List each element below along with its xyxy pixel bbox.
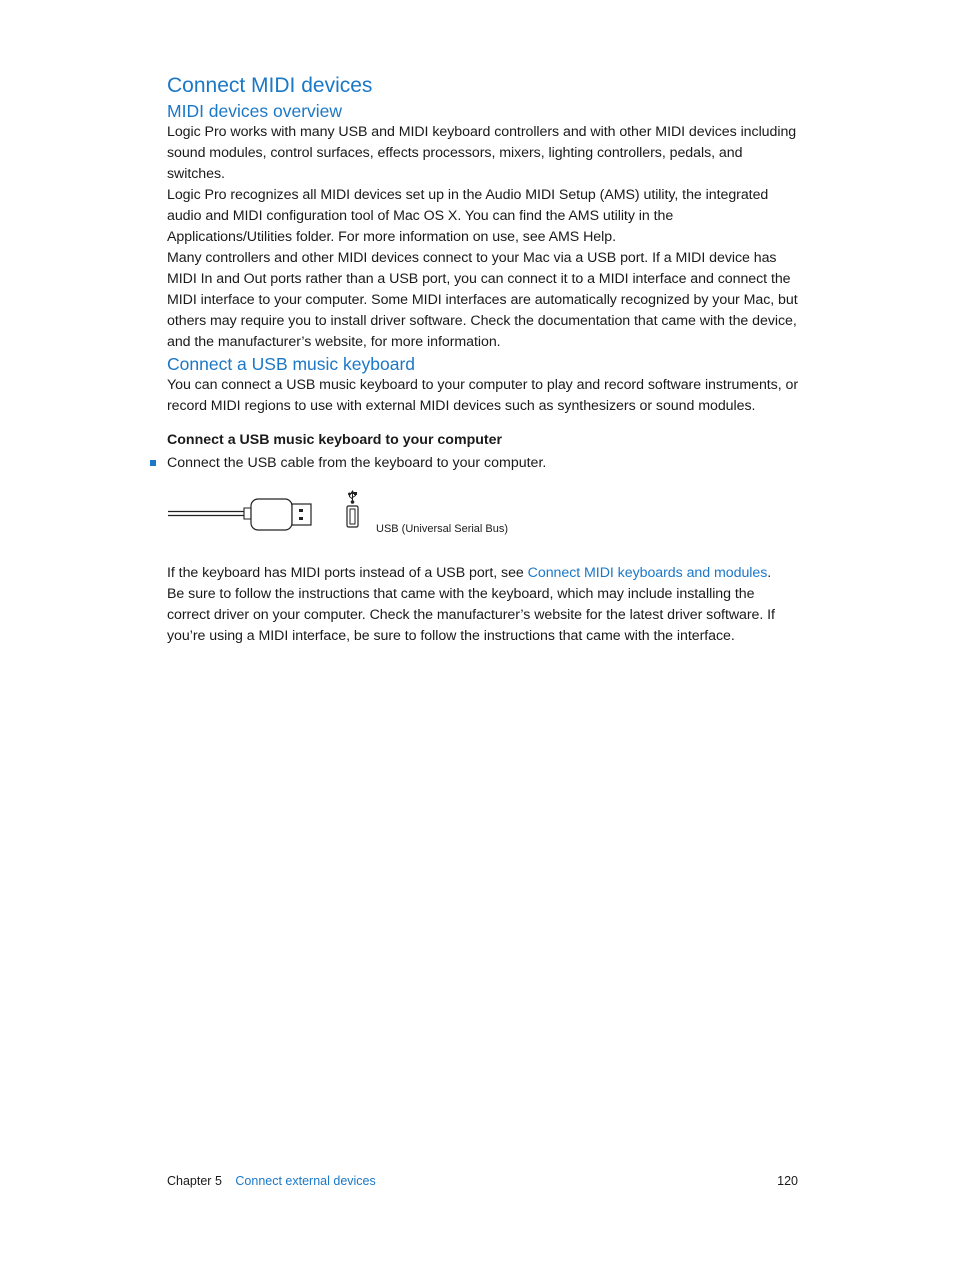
section-heading-usb-keyboard: Connect a USB music keyboard xyxy=(167,354,416,374)
after-figure-period: . xyxy=(767,565,772,581)
usb-plug-tip xyxy=(292,504,311,525)
page-footer xyxy=(167,1173,799,1189)
task-title: Connect a USB music keyboard to your computer xyxy=(167,432,503,448)
after-figure-paragraph xyxy=(167,563,799,584)
bullet-square-icon xyxy=(150,460,156,466)
usb-figure xyxy=(167,490,799,560)
task-step-text: Connect the USB cable from the keyboard to your computer. xyxy=(167,455,547,471)
usb-symbol-icon xyxy=(349,491,357,503)
overview-paragraph-2: Logic Pro recognizes all MIDI devices set up in the Audio MIDI Setup (AMS) utility, the integrated audio and MIDI configuration tool of Mac OS X. You can find the AMS utility in the Applications/Utilities folder. For more information on use, see AMS Help. xyxy=(167,187,769,245)
overview-paragraph-3: Many controllers and other MIDI devices connect to your Mac via a USB port. If a MIDI device has MIDI In and Out ports rather than a USB port, you can connect it to a MIDI interface and connect the MIDI interface to your computer. Some MIDI interfaces are automatically recognized by your Mac, but others may require you to install driver software. Check the documentation that came with the device, and the manufacturer’s website, for more information. xyxy=(167,250,798,350)
page-content xyxy=(167,72,799,647)
footer-chapter-label: Chapter 5 xyxy=(167,1174,222,1188)
overview-paragraph-1: Logic Pro works with many USB and MIDI keyboard controllers and with other MIDI devices including sound modules, control surfaces, effects processors, mixers, lighting controllers, pedals, and switches. xyxy=(167,124,797,182)
usb-connector-illustration xyxy=(167,490,367,560)
figure-caption: USB (Universal Serial Bus) xyxy=(376,523,509,535)
page-title: Connect MIDI devices xyxy=(167,74,373,97)
after-figure-text: If the keyboard has MIDI ports instead of a USB port, see xyxy=(167,565,528,581)
usb-port-slot xyxy=(350,509,355,524)
footer-page-number: 120 xyxy=(777,1174,798,1188)
section-heading-overview: MIDI devices overview xyxy=(167,101,343,121)
usb-plug-body xyxy=(251,499,292,530)
usb-strain-relief xyxy=(244,508,251,519)
usb-tip-hole-top xyxy=(299,509,303,512)
task-step xyxy=(167,453,799,474)
connect-midi-keyboards-link[interactable]: Connect MIDI keyboards and modules xyxy=(527,565,768,581)
footer-chapter-link[interactable]: Connect external devices xyxy=(235,1174,376,1188)
usb-tip-hole-bottom xyxy=(299,517,303,520)
usb-intro-paragraph: You can connect a USB music keyboard to your computer to play and record software instruments, or record MIDI regions to use with external MIDI devices such as synthesizers or sound modules. xyxy=(167,377,799,414)
closing-paragraph: Be sure to follow the instructions that came with the keyboard, which may include installing the correct driver on your computer. Check the manufacturer’s website for the latest driver software. If you’re using a MIDI interface, be sure to follow the instructions that came with the interface. xyxy=(167,586,775,644)
